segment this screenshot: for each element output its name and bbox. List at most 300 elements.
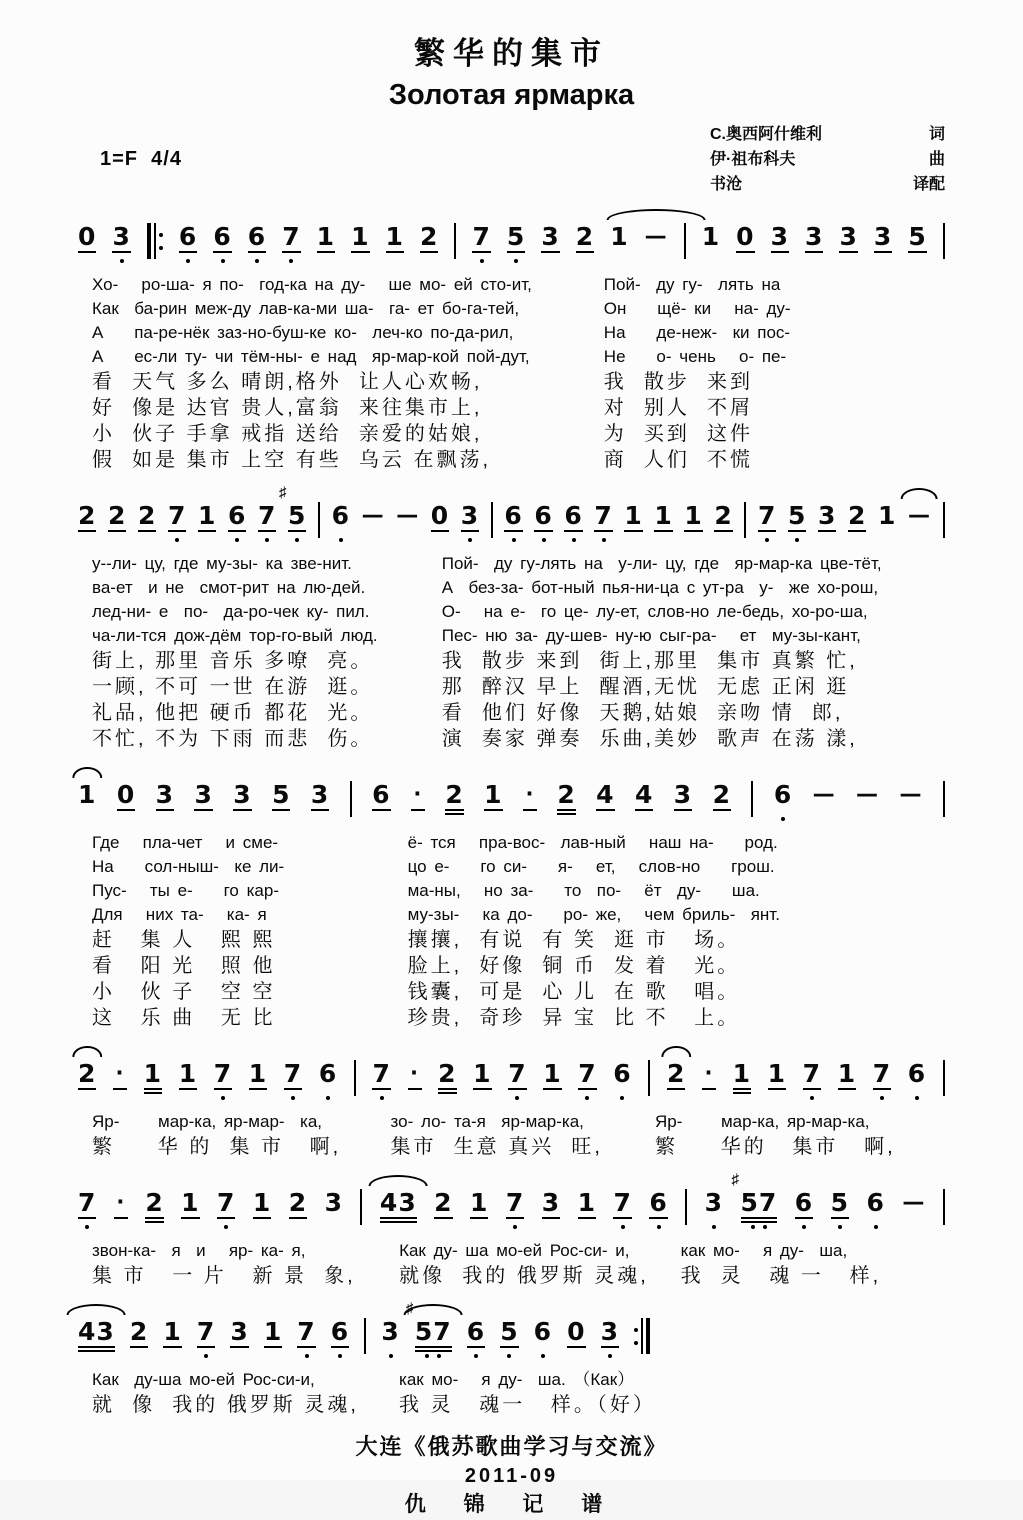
system-5	[78, 1171, 945, 1289]
note-value: 3	[873, 222, 893, 251]
note-value: 3	[839, 222, 858, 251]
lyric-cell: На сол-ныш- ке ли-	[92, 857, 285, 876]
lyrics-block	[78, 1368, 656, 1418]
lyric-row-ru	[92, 1368, 650, 1392]
lyric-cell: 繁 华 的 集 市 啊,	[92, 1136, 342, 1158]
barline	[943, 223, 945, 259]
note-value: 2	[714, 501, 733, 530]
low-octave-dot	[339, 538, 343, 542]
note-value: 7	[757, 501, 777, 530]
note-value: 1	[610, 222, 629, 251]
underline-beam	[288, 530, 306, 532]
note-value: 6	[773, 780, 793, 809]
note-value: 6	[613, 1059, 632, 1088]
lyric-cell: Не о- чень о- пе-	[603, 347, 787, 366]
lyric-row-cn	[92, 1263, 945, 1289]
lyric-row-cn	[92, 927, 945, 953]
credits-block	[710, 122, 945, 197]
note-token	[613, 1174, 631, 1234]
note-value: 3	[541, 1188, 561, 1217]
underline-beam	[649, 1217, 667, 1219]
system-4	[78, 1045, 945, 1160]
lyric-cell: 对 别人 不屑	[603, 397, 754, 419]
low-octave-dot	[657, 1225, 661, 1229]
note-token	[908, 487, 931, 547]
sharp-icon: ♯	[279, 484, 287, 501]
note-value: 3	[704, 1188, 724, 1217]
note-value: 2	[434, 1188, 453, 1217]
note-token	[144, 1045, 162, 1105]
note-token	[198, 487, 216, 547]
barline	[491, 502, 493, 538]
note-value: 7	[505, 1188, 525, 1217]
note-token	[866, 1174, 884, 1234]
note-value: 57	[740, 1188, 778, 1217]
tie-arc	[369, 1175, 428, 1186]
underline-beam	[578, 1088, 596, 1090]
title-chinese: 繁华的集市	[414, 36, 609, 71]
lyric-cell: 攘攘, 有说 有 笑 逛 市 场。	[407, 929, 741, 951]
note-value: 3	[805, 222, 824, 251]
lyric-cell: 就像 我的 俄罗斯 灵魂,	[399, 1265, 649, 1287]
note-token	[381, 1303, 399, 1363]
note-value: ·	[115, 1061, 125, 1085]
note-value: 2	[138, 501, 157, 530]
note-value: 6	[247, 222, 267, 251]
note-value: 1	[543, 1059, 562, 1088]
note-token	[506, 1174, 524, 1234]
note-value: 1	[248, 1059, 268, 1088]
underline-beam	[523, 809, 537, 811]
low-octave-dot	[305, 1354, 309, 1358]
low-octave-dot	[514, 259, 518, 263]
system-6	[78, 1300, 656, 1418]
note-value: 7	[168, 501, 187, 530]
underline-beam	[420, 251, 438, 253]
lyric-cell: звон-ка- я и яр- ка- я,	[92, 1241, 306, 1260]
note-token	[654, 487, 672, 547]
lyric-cell: 赶 集 人 熙 熙	[92, 929, 276, 951]
note-token	[78, 766, 96, 826]
note-value: 1	[351, 222, 370, 251]
note-value: 3	[600, 1317, 620, 1346]
underline-beam	[408, 1088, 422, 1090]
system-3	[78, 766, 945, 1031]
note-value: 1	[163, 1317, 182, 1346]
note-token	[908, 208, 926, 268]
underline-beam	[434, 1217, 452, 1219]
low-octave-dot	[255, 259, 259, 263]
lyric-cell: Пус- ты е- го кар-	[92, 881, 279, 900]
underline-beam	[130, 1346, 148, 1348]
note-value: 1	[877, 501, 897, 530]
lyric-cell: 繁 华的 集市 啊,	[654, 1136, 896, 1158]
system-2	[78, 484, 945, 752]
composer-role: 曲	[928, 150, 945, 168]
underline-beam	[78, 1350, 115, 1352]
underline-beam	[179, 1088, 197, 1090]
lyric-cell: му-зы- ка до- ро- же, чем бриль- янт.	[407, 905, 780, 924]
score	[78, 208, 945, 1418]
underline-beam	[282, 251, 300, 253]
lyric-cell: Пой- ду гу- лять на	[603, 275, 781, 294]
note-token	[351, 208, 369, 268]
note-value: —	[812, 782, 836, 807]
underline-beam	[179, 251, 197, 253]
note-token	[78, 487, 96, 547]
underline-beam	[831, 1217, 849, 1219]
note-value: 0	[78, 222, 97, 251]
low-octave-dot	[389, 1354, 393, 1358]
note-value: 2	[438, 1059, 457, 1088]
note-value: 7	[802, 1059, 822, 1088]
underline-beam	[714, 530, 732, 532]
underline-beam	[736, 251, 754, 253]
underline-beam	[248, 251, 266, 253]
note-value: —	[361, 503, 385, 528]
underline-beam	[567, 1346, 585, 1348]
lyric-row-cn	[92, 369, 945, 395]
note-token	[541, 208, 559, 268]
note-token	[878, 487, 896, 547]
note-value: 4	[634, 780, 654, 809]
underline-beam	[194, 809, 212, 811]
underline-beam	[542, 1217, 560, 1219]
underline-beam	[541, 251, 559, 253]
note-value: 3	[460, 501, 480, 530]
lyric-row-ru	[92, 903, 945, 927]
low-octave-dot	[621, 1225, 625, 1229]
note-token	[567, 1303, 585, 1363]
note-token	[156, 766, 174, 826]
note-token	[472, 208, 490, 268]
note-token	[113, 1045, 127, 1105]
note-token	[253, 1174, 271, 1234]
note-token	[667, 1045, 685, 1105]
low-octave-dot	[781, 817, 785, 821]
note-token	[233, 766, 251, 826]
underline-beam	[557, 813, 575, 815]
underline-beam	[438, 1088, 456, 1090]
underline-beam	[771, 251, 789, 253]
tie-arc	[901, 488, 938, 499]
lyric-cell: ё- тся пра-вос- лав-ный наш на- род.	[407, 833, 778, 852]
note-token	[78, 1303, 115, 1363]
underline-beam	[311, 809, 329, 811]
sharp-icon: ♯	[731, 1171, 739, 1188]
barline	[751, 781, 753, 817]
note-token	[601, 1303, 619, 1363]
lyric-cell: 我 灵 魂 一 样,	[680, 1265, 882, 1287]
title-russian: Золотая ярмарка	[388, 79, 635, 111]
note-token	[179, 208, 197, 268]
lyric-row-ru	[92, 855, 945, 879]
underline-beam	[702, 1088, 716, 1090]
underline-beam	[78, 1088, 96, 1090]
low-octave-dot	[224, 1225, 228, 1229]
note-value: 2	[419, 222, 439, 251]
note-token	[230, 1303, 248, 1363]
underline-beam	[795, 1217, 813, 1219]
underline-beam	[108, 530, 126, 532]
low-octave-dot	[602, 538, 606, 542]
note-value: 0	[116, 780, 136, 809]
low-octave-dot	[235, 538, 239, 542]
lyric-cell: На де-неж- ки пос-	[603, 323, 791, 342]
underline-beam	[197, 1346, 215, 1348]
note-token	[856, 766, 879, 826]
low-octave-dot	[437, 1354, 441, 1358]
underline-beam	[500, 1346, 518, 1348]
lyrics-block	[78, 273, 945, 473]
low-octave-dot	[572, 538, 576, 542]
note-value: 1	[732, 1059, 751, 1088]
sharp-icon: ♯	[405, 1300, 414, 1317]
music-line	[78, 208, 945, 268]
underline-beam	[596, 809, 614, 811]
lyric-row-ru	[92, 552, 945, 576]
low-octave-dot	[515, 1096, 519, 1100]
underline-beam	[484, 809, 502, 811]
note-value: 5	[787, 501, 807, 530]
note-token	[372, 1045, 390, 1105]
underline-beam	[557, 809, 575, 811]
note-value: 6	[330, 1317, 350, 1346]
note-value: —	[396, 503, 420, 528]
low-octave-dot	[425, 1354, 429, 1358]
translator-role: 译配	[912, 175, 945, 193]
note-token	[702, 1045, 716, 1105]
note-token	[331, 1303, 349, 1363]
note-token	[705, 1174, 723, 1234]
note-value: 6	[533, 1317, 553, 1346]
lyric-cell: 街上, 那里 音乐 多嘹 亮。	[92, 650, 374, 672]
underline-beam	[848, 530, 866, 532]
lyric-row-ru	[92, 879, 945, 903]
repeat-start	[147, 223, 163, 259]
lyric-row-cn	[92, 953, 945, 979]
note-token	[874, 208, 892, 268]
note-value: 2	[666, 1059, 686, 1088]
note-value: 1	[473, 1059, 492, 1088]
note-value: 2	[847, 501, 867, 530]
lyric-cell: 商 人们 不慌	[603, 449, 754, 471]
note-token	[228, 487, 246, 547]
note-token	[534, 1303, 552, 1363]
underline-beam	[504, 530, 522, 532]
lyric-cell: ва-ет и не смот-рит на лю-дей.	[92, 578, 366, 597]
lyric-row-cn	[92, 1134, 945, 1160]
underline-beam	[78, 1346, 115, 1348]
note-value: 7	[282, 222, 301, 251]
note-token	[803, 1045, 821, 1105]
lyric-cell: лед-ни- е по- да-ро-чек ку- пил.	[92, 602, 370, 621]
note-token	[713, 766, 731, 826]
low-octave-dot	[810, 1096, 814, 1100]
underline-beam	[78, 251, 96, 253]
lyricist-name: C.奥西阿什维利	[710, 125, 823, 143]
barline	[943, 781, 945, 817]
note-token	[130, 1303, 148, 1363]
underline-beam	[78, 1217, 96, 1219]
note-token	[181, 1174, 199, 1234]
note-token	[461, 487, 479, 547]
note-value: 1	[624, 501, 643, 530]
note-token	[249, 1045, 267, 1105]
note-value: 7	[372, 1059, 391, 1088]
low-octave-dot	[795, 538, 799, 542]
underline-beam	[733, 1088, 751, 1090]
low-octave-dot	[338, 1354, 342, 1358]
note-token	[500, 1303, 518, 1363]
tie-arc	[67, 1304, 126, 1315]
note-value: 1	[654, 501, 673, 530]
underline-beam	[613, 1217, 631, 1219]
low-octave-dot	[802, 1225, 806, 1229]
note-token	[194, 766, 212, 826]
underline-beam	[372, 809, 390, 811]
note-value: 1	[178, 1059, 198, 1088]
note-value: 7	[258, 501, 277, 530]
note-token	[813, 766, 836, 826]
note-token	[594, 487, 612, 547]
note-value: 1	[470, 1188, 489, 1217]
underline-beam	[741, 1221, 778, 1223]
note-value: 2	[712, 780, 731, 809]
low-octave-dot	[765, 538, 769, 542]
note-token	[78, 1045, 96, 1105]
note-value: 1	[198, 501, 217, 530]
note-token	[758, 487, 776, 547]
underline-beam	[803, 1088, 821, 1090]
note-token	[684, 487, 702, 547]
lyric-row-cn	[92, 700, 945, 726]
note-value: 3	[770, 222, 789, 251]
lyric-cell: 就 像 我的 俄罗斯 灵魂,	[92, 1394, 359, 1416]
lyric-cell: 好 像是 达官 贵人,富翁 来往集市上,	[92, 397, 483, 419]
underline-beam	[214, 1088, 232, 1090]
note-token	[279, 484, 307, 547]
time-signature: 4/4	[151, 147, 182, 170]
underline-beam	[601, 1346, 619, 1348]
underline-beam	[908, 251, 926, 253]
lyric-row-cn	[92, 979, 945, 1005]
lyric-cell: 一顾, 不可 一世 在游 逛。	[92, 676, 374, 698]
note-token	[386, 208, 404, 268]
underline-beam	[508, 1088, 526, 1090]
note-value: 6	[564, 501, 583, 530]
lyric-cell: 集 市 一 片 新 景 象,	[92, 1265, 356, 1287]
note-value: 1	[837, 1059, 857, 1088]
underline-beam	[873, 1088, 891, 1090]
note-value: 0	[736, 222, 755, 251]
note-token	[902, 1174, 925, 1234]
lyric-cell: Яр- мар-ка, яр-мар- ка,	[92, 1112, 322, 1131]
footer-scribe: 仇 锦 记 谱	[404, 1493, 619, 1516]
footer	[78, 1432, 945, 1520]
lyric-cell: 假 如是 集市 上空 有些 乌云 在飘荡,	[92, 449, 492, 471]
note-token	[145, 1174, 163, 1234]
note-token	[434, 1174, 452, 1234]
underline-beam	[228, 530, 246, 532]
underline-beam	[534, 530, 552, 532]
lyric-row-cn	[92, 648, 945, 674]
note-value: 2	[78, 1059, 97, 1088]
underline-beam	[415, 1346, 452, 1348]
low-octave-dot	[186, 259, 190, 263]
barline	[685, 1189, 687, 1225]
note-value: 2	[288, 1188, 308, 1217]
lyric-cell: ма-ны, но за- то по- ёт ду- ша.	[407, 881, 760, 900]
lyric-cell: 礼品, 他把 硬币 都花 光。	[92, 702, 374, 724]
note-token	[831, 1174, 849, 1234]
note-token	[317, 208, 335, 268]
underline-beam	[230, 1346, 248, 1348]
note-value: 2	[557, 780, 576, 809]
barline	[354, 1060, 356, 1096]
underline-beam	[163, 1346, 181, 1348]
underline-beam	[431, 530, 449, 532]
underline-beam	[635, 809, 653, 811]
underline-beam	[674, 809, 692, 811]
low-octave-dot	[380, 1096, 384, 1100]
underline-beam	[578, 1217, 596, 1219]
note-token	[564, 487, 582, 547]
underline-beam	[467, 1346, 485, 1348]
low-octave-dot	[289, 259, 293, 263]
underline-beam	[624, 530, 642, 532]
lyric-cell: 小 伙 子 空 空	[92, 981, 276, 1003]
key-signature: 1=F	[100, 147, 139, 170]
lyricist-role: 词	[928, 125, 945, 143]
note-token	[319, 1045, 337, 1105]
note-value: 5	[908, 222, 927, 251]
barline	[684, 223, 686, 259]
note-value: 1	[385, 222, 404, 251]
note-token	[213, 208, 231, 268]
note-token	[248, 208, 266, 268]
note-value: 4	[596, 780, 615, 809]
note-value: 1	[181, 1188, 200, 1217]
note-value: 3	[673, 780, 693, 809]
underline-beam	[168, 530, 186, 532]
underline-beam	[114, 1217, 128, 1219]
underline-beam	[317, 251, 335, 253]
note-token	[645, 208, 668, 268]
note-value: 7	[78, 1188, 97, 1217]
composer-name: 伊·祖布科夫	[710, 150, 796, 168]
note-value: 7	[872, 1059, 892, 1088]
note-value: 5	[506, 222, 526, 251]
note-token	[272, 766, 290, 826]
underline-beam	[667, 1088, 685, 1090]
note-token	[112, 208, 130, 268]
note-value: ·	[410, 1061, 419, 1085]
note-value: 7	[283, 1059, 303, 1088]
note-value: 43	[379, 1188, 417, 1217]
lyric-row-ru	[92, 1239, 945, 1263]
credit-translator	[710, 172, 945, 197]
note-token	[473, 1045, 491, 1105]
lyric-cell: А без-за- бот-ный пья-ни-ца с ут-ра у- же хо-рош,	[441, 578, 879, 597]
note-value: 2	[445, 780, 464, 809]
note-token	[714, 487, 732, 547]
barline	[350, 781, 352, 817]
low-octave-dot	[221, 1096, 225, 1100]
underline-beam	[838, 1088, 856, 1090]
note-token	[578, 1045, 596, 1105]
barline	[364, 1318, 366, 1354]
